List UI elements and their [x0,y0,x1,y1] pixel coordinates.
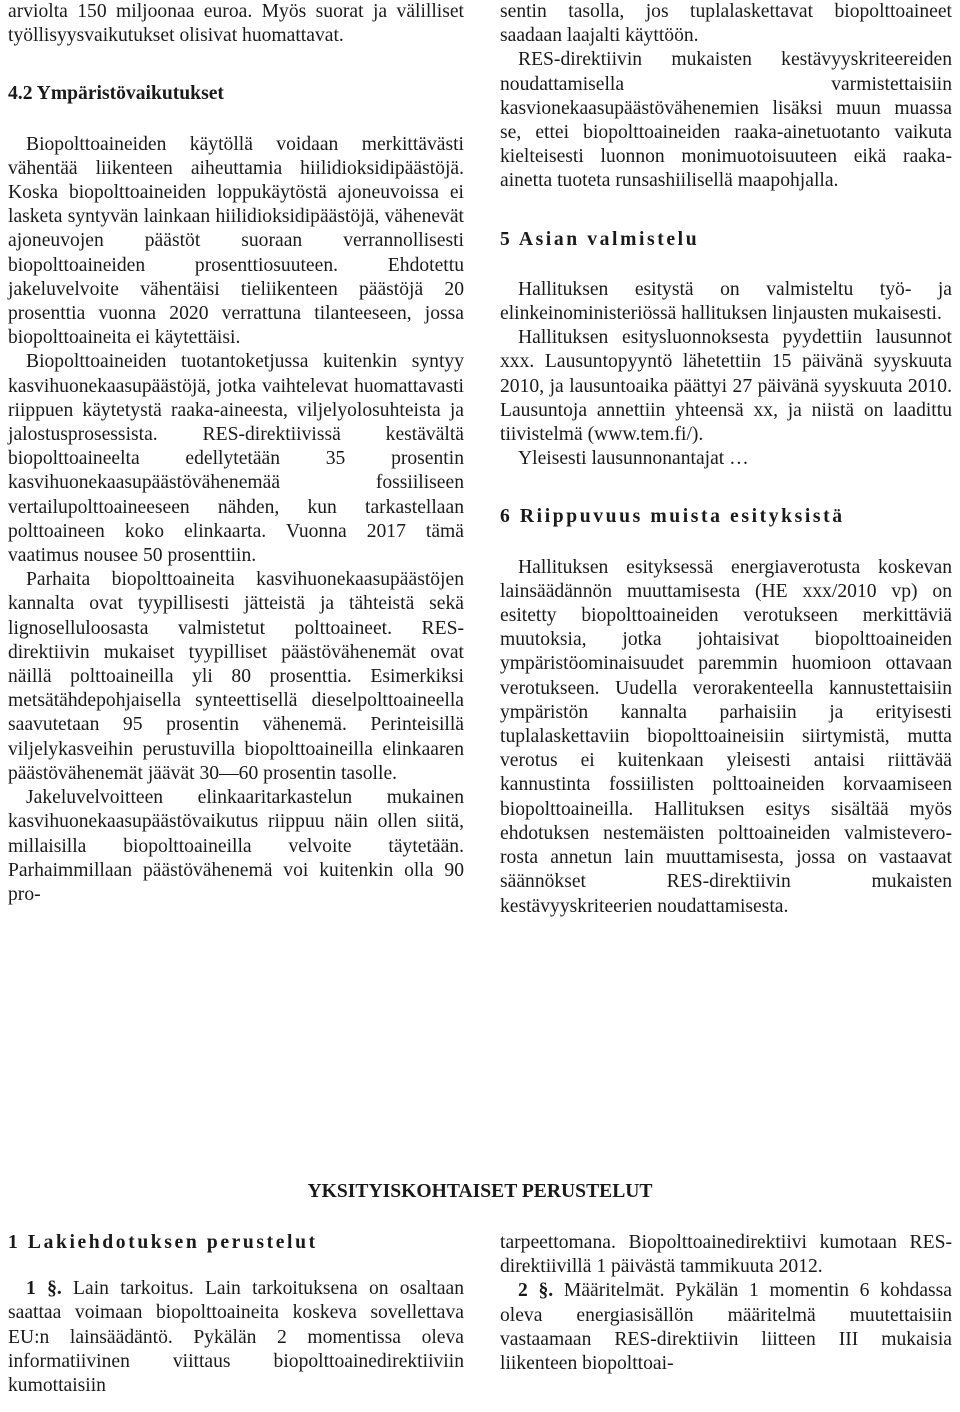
paragraph-section-1 [8,1277,464,1398]
section-heading-5: 5 Asian valmistelu [500,228,700,250]
paragraph-res-criteria: RES-direktiivin mukaisten kestävyyskriteereiden noudattamisella varmistettaisiin kasvionekaasupäästövähenemien lisäksi muun muassa se, ettei biopolttoaineiden raaka-ainetuotanto vaikuta kielteisesti luonnon monimuotoisuuteen eikä raaka-ainetta tuoteta runsashiilisellä maapohjalla. [500,49,952,192]
section-number-2: 2 §. [518,1280,554,1302]
paragraph-section-2 [500,1279,952,1376]
paragraph-dependency: Hallituksen esityksessä energiaverotusta koskevan lainsäädännön muuttamisesta (HE xxx/2010 vp) on esitetty biopolttoaineiden verotukseen merkittäviä muutoksia, jotka johtaisivat biopolttoaineiden ympäristöominaisuudet paremmin huomioon ottavaan verotukseen. Uudella verorakenteella kannustettaisiin ympäristön kannalta parhaisiin ja erityisesti tuplalaskettaviin biopolttoaineisiin siirtymistä, mutta verotus ei kuitenkaan yleisesti antaisi riittävää kannustinta fossiilisten polttoaineiden korvaamiseen biopolttoaineilla. Hallituksen esitys sisältää myös ehdotuksen nestemäisten polttoaineiden valmisteverorosta annetun lain muuttamisesta, jossa on vastaavat säännökset RES-direktiivin mukaisten kestävyyskriteerien noudattamisesta. [500,556,952,917]
section-heading-6: 6 Riippuvuus muista esityksistä [500,506,845,528]
paragraph-intro-continuation: arviolta 150 miljoonaa euroa. Myös suorat ja välilliset työllisyysvaikutukset olisivat huomattavat. [8,1,464,47]
section-2-text: Määritelmät. Pykälän 1 momentin 6 kohdassa oleva energiasisällön määritelmä muutettaisiin vastaamaan RES-direktiivin liitteen III mukaisia liikenteen biopolttoai- [500,1280,952,1375]
section-heading-1: 1 Lakiehdotuksen perustelut [8,1232,318,1253]
paragraph-environment-4: Jakeluvelvoitteen elinkaaritarkastelun mukainen kasvihuonekaasupäästövaikutus riippuu näin ollen siitä, millaisilla biopolttoaineilla velvoite täytetään. Parhaimmillaan päästövähenemä voi kuitenkin olla 90 pro- [8,787,464,905]
paragraph-environment-1: Biopolttoaineiden käytöllä voidaan merkittävästi vähentää liikenteen aiheuttamia hiilidioksidipäästöjä. Koska biopolttoaineiden loppukäytöstä ajoneuvoissa ei lasketa syntyvän lainkaan hiilidioksidipäästöjä, vähenevät ajoneuvojen päästöt suoraan verrannollisesti biopolttoaineiden prosenttiosuuteen. Ehdotettu jakeluvelvoite vähentäisi tieliikenteen päästöjä 20 prosenttia vuonna 2020 verrattuna tilanteeseen, jossa biopolttoaineita ei käytettäisi. [8,133,464,349]
paragraph-preparation-1: Hallituksen esitystä on valmisteltu työ- ja elinkeinoministeriössä hallituksen linjausten mukaisesti. [500,278,952,325]
paragraph-lower-continuation: tarpeettomana. Biopolttoainedirektiivi kumotaan RES-direktiivillä 1 päivästä tammikuuta 2012. [500,1232,952,1278]
right-column [500,0,952,919]
section-number-1: 1 §. [26,1278,62,1300]
paragraph-preparation-3: Yleisesti lausunnonantajat … [518,448,749,470]
paragraph-environment-3: Parhaita biopolttoaineita kasvihuonekaasupäästöjen kannalta ovat tyypillisesti jätteistä ja tähteistä sekä lignoselluloosasta valmistetut polttoaineet. RES-direktiivin mukaiset tyypilliset päästövähenemät ovat näillä polttoaineilla yli 80 prosenttia. Esimerkiksi metsätähdepohjaisella synteettisellä dieselpolttoaineella saavutetaan 95 prosentin vähenemä. Perinteisillä viljelykasveihin perustuvilla biopolttoaineilla elinkaaren päästövähenemät jäävät 30—60 prosentin tasolle. [8,569,464,784]
lower-left-column [8,1231,464,1398]
section-1-text: Lain tarkoitus. Lain tarkoituksena on osaltaan saattaa voimaan biopolttoaineita koskeva sovellettava EU:n lainsäädäntö. Pykälän 2 momentissa oleva informatiivinen viittaus biopolttoainedirektiiviin kumottaisiin [8,1278,465,1397]
paragraph-continuation: sentin tasolla, jos tuplalaskettavat biopolttoaineet saadaan laajalti käyttöön. [500,1,952,47]
paragraph-preparation-2: Hallituksen esitysluonnoksesta pyydettiin lausunnot xxx. Lausuntopyyntö lähetettiin 15 päivänä syyskuuta 2010, ja lausuntoaika päättyi 27 päivänä syyskuuta 2010. Lausuntoja annettiin yhteensä xx, ja niistä on laadittu tiivistelmä (www.tem.fi/). [500,327,952,446]
paragraph-environment-2: Biopolttoaineiden tuotantoketjussa kuitenkin syntyy kasvihuonekaasupäästöjä, jotka vaihtelevat huomattavasti riippuen käytetystä raaka-aineesta, viljelyolosuhteista ja jalostusprosessista. RES-direktiivissä kestävältä biopolttoaineelta edellytetään 35 prosentin kasvihuonekaasupäästövähenemää fossiiliseen vertailupolttoaineeseen nähden, kun tarkastellaan polttoaineen koko elinkaarta. Vuonna 2017 tämä vaatimus nousee 50 prosenttiin. [8,351,464,567]
lower-right-column [500,1231,952,1376]
left-column [8,0,464,907]
section-heading-4-2: 4.2 Ympäristövaikutukset [8,83,224,105]
detailed-rationale-heading: YKSITYISKOHTAISET PERUSTELUT [307,1181,653,1202]
